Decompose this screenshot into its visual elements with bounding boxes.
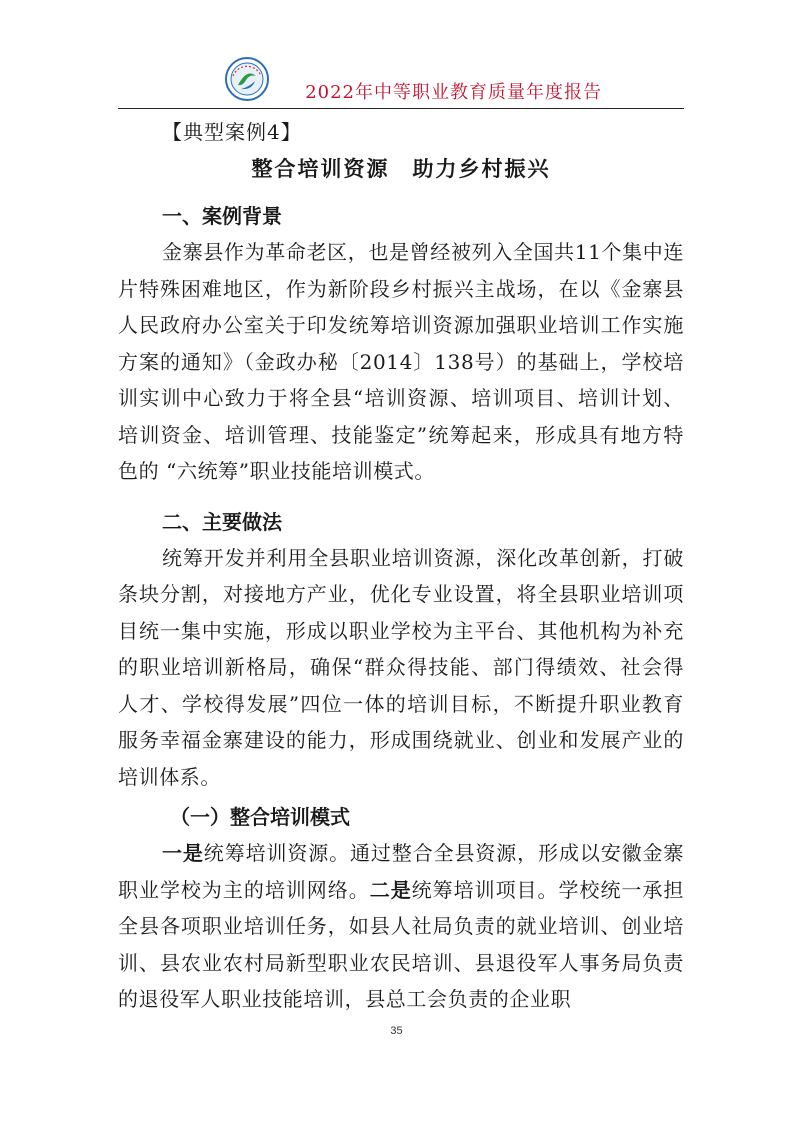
subsection-paragraph: [118, 835, 684, 1018]
lead-marker-2: 二是: [369, 877, 412, 902]
case-label: 【典型案例4】: [162, 120, 302, 144]
section-paragraph-practices: 统筹开发并利用全县职业培训资源，深化改革创新，打破条块分割，对接地方产业，优化专业设置，将全县职业培训项目统一集中实施，形成以职业学校为主平台、其他机构为补充的职业培训新格局，确保“群众得技能、部门得绩效、社会得人才、学校得发展”四位一体的培训目标，不断提升职业教育服务幸福金寨建设的能力，形成围绕就业、创业和发展产业的培训体系。: [118, 545, 684, 789]
page-body: [118, 108, 684, 1018]
header-title: 2022年中等职业教育质量年度报告: [305, 82, 602, 103]
section-heading-practices: 二、主要做法: [162, 509, 282, 534]
subsection-text-2: 统筹培训项目。学校统一承担全县各项职业培训任务，如县人社局负责的就业培训、创业培训、县农业农村局新型职业农民培训、县退役军人事务局负责的退役军人职业技能培训，县总工会负责的企业职: [118, 877, 684, 1011]
case-title: 整合培训资源 助力乡村振兴: [251, 157, 551, 181]
section-paragraph-background: 金寨县作为革命老区，也是曾经被列入全国共11个集中连片特殊困难地区，作为新阶段乡村振兴主战场，在以《金寨县人民政府办公室关于印发统筹培训资源加强职业培训工作实施方案的通知》（金政办秘〔2014〕138号）的基础上，学校培训实训中心致力于将全县“培训资源、培训项目、培训计划、培训资金、培训管理、技能鉴定”统筹起来，形成具有地方特色的 “六统筹”职业技能培训模式。: [118, 240, 684, 483]
page-header: [118, 56, 684, 109]
lead-marker-1: 一是: [162, 841, 204, 865]
school-logo-icon: [224, 56, 270, 102]
subsection-text-1: 统筹培训资源。通过整合全县资源，形成以安徽金寨职业学校为主的培训网络。: [118, 841, 684, 902]
page-number: 35: [390, 1025, 403, 1037]
subsection-heading: （一）整合培训模式: [170, 805, 350, 829]
section-heading-background: 一、案例背景: [162, 204, 282, 228]
